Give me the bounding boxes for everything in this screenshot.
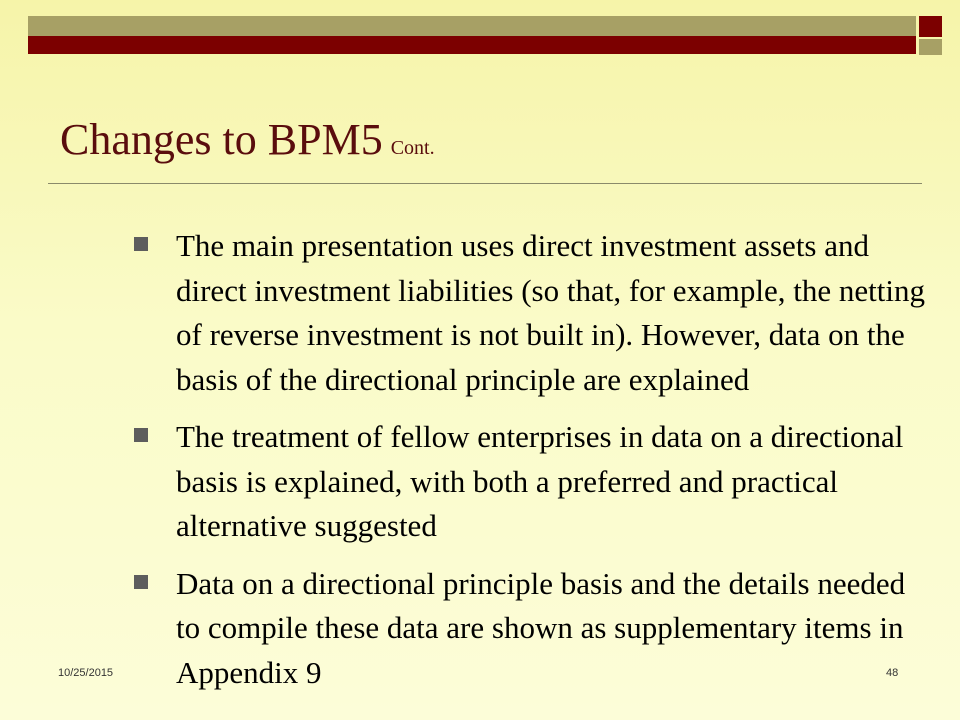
footer-date: 10/25/2015 xyxy=(58,667,114,679)
bullet-text: The treatment of fellow enterprises in data on a directional basis is explained, with both a preferred and practical alternative suggested xyxy=(176,419,904,543)
bullet-item xyxy=(176,224,936,402)
slide-title-suffix: Cont. xyxy=(390,137,435,159)
slide-title-text: Changes to BPM5 xyxy=(60,115,383,164)
bullet-item xyxy=(176,415,936,549)
bullet-list xyxy=(176,224,936,708)
header-band-olive xyxy=(28,16,916,36)
bullet-text: Data on a directional principle basis and the details needed to compile these data are shown as supplementary items in Appendix 9 xyxy=(176,565,906,690)
footer-page-number: 48 xyxy=(886,667,899,679)
square-bullet-icon xyxy=(134,237,148,251)
square-bullet-icon xyxy=(134,428,148,442)
title-divider xyxy=(48,183,922,184)
header-band-maroon xyxy=(28,36,916,54)
header-square-olive xyxy=(919,39,942,55)
slide-title xyxy=(60,115,435,164)
header-square-maroon xyxy=(919,16,942,37)
bullet-item xyxy=(176,562,936,696)
square-bullet-icon xyxy=(134,575,148,589)
bullet-text: The main presentation uses direct investment assets and direct investment liabilities (so that, for example, the netting of reverse investment is not built in). However, data on the basis of the directional principle are explained xyxy=(176,228,925,397)
